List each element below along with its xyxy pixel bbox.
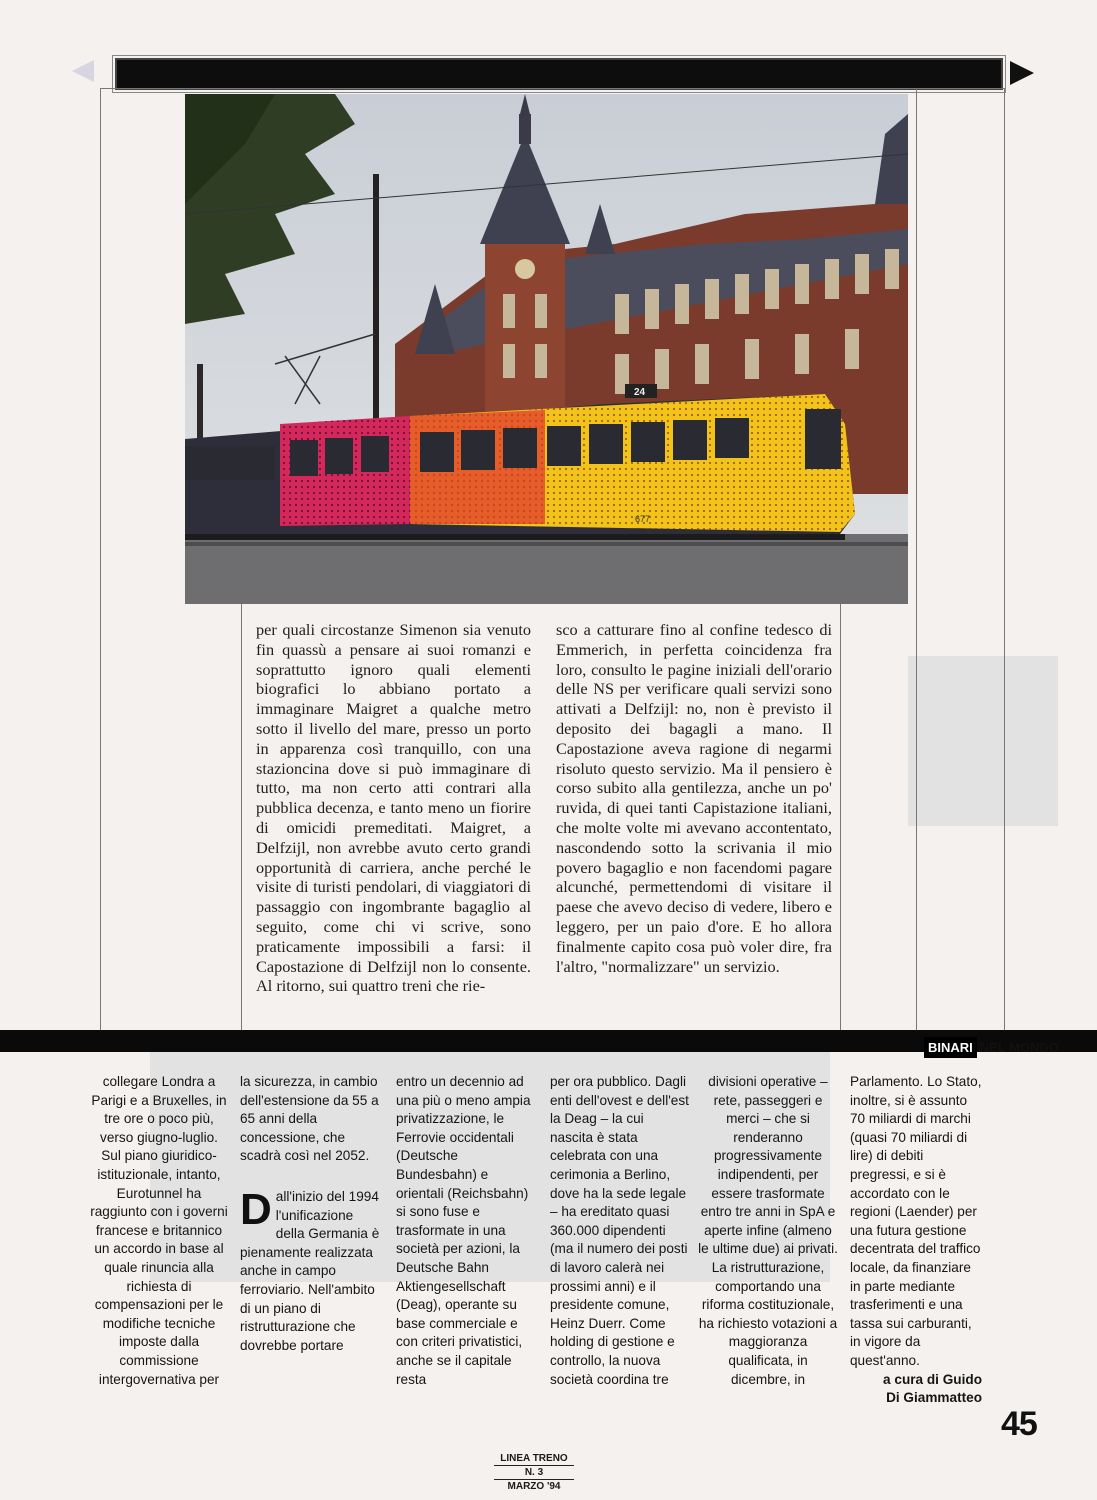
- tram-station-illustration: [185, 94, 908, 604]
- frame-rule-top: [100, 88, 1005, 89]
- news-column-3: entro un decennio ad una più o meno ampia privatizzazione, le Ferrovie occidentali (Deutsche Bundesbahn) e orientali (Reichsbahn) si sono fuse e trasformate in una società per azioni, la Deutsche Bahn Aktiengesellschaft (Deag), operante su base commerciale e con criteri privatistici, anche se il capitale resta: [396, 1074, 531, 1387]
- frame-rule-left: [100, 88, 101, 1032]
- section-label-binari: BINARI: [924, 1037, 977, 1058]
- arrow-right-icon: [1010, 61, 1034, 85]
- news-column-1: collegare Londra a Parigi e a Bruxelles, in tre ore o poco più, verso giugno-luglio. Sul piano giuridico-istituzionale, intanto, Eurotunnel ha raggiunto con i governi francese e britannico un accordo in base al quale rinuncia alla richiesta di compensazioni per le modifiche tecniche imposte dalla commissione intergovernativa per: [90, 1074, 228, 1387]
- article-column-1: per quali circostanze Simenon sia venuto fin quassù a pensare ai suoi romanzi e soprattutto ignoro quali elementi biografici lo abbiano portato a immaginare Maigret a qualche metro sotto il livello del mare, presso un porto in apparenza così tranquillo, con una stazioncina dove si può immaginare di tutto, ma non certo atti contrari alla pubblica decenza, e tanto meno un fiorire di omicidi premeditati. Maigret, a Delfzijl, non avrebbe avuto certo grandi opportunità di carriera, anche perché le visite di turisti pendolari, di viaggiatori di passaggio con ingombrante bagaglio al seguito, come chi vi scrive, sono praticamente impossibili a farsi: il Capostazione di Delfzijl non lo consente. Al ritorno, sui quattro treni che rie-: [256, 620, 531, 996]
- svg-text:677: 677: [635, 514, 651, 524]
- news-column-2: la sicurezza, in cambio dell'estensione da 55 a 65 anni della concessione, che scadrà così nel 2052. Dall'inizio del 1994 l'unificazione della Germania è pienamente realizzata anche in campo ferroviario. Nell'ambito di un piano di ristrutturazione che dovrebbe portare: [240, 1074, 380, 1353]
- arrow-left-icon: [72, 60, 94, 82]
- tram-photo: [185, 94, 908, 604]
- article-column-2: sco a catturare fino al confine tedesco di Emmerich, in perfetta coincidenza fra loro, consulto le pagine iniziali dell'orario delle NS per verificare quali servizi sono attivati a Delfzijl: no, non è previsto il deposito dei bagagli a mano. Il Capostazione aveva ragione di negarmi risoluto questo servizio. Ma il pensiero è corso subito alla gentilezza, anche un po' ruvida, di quei tanti Capistazione italiani, che molte volte mi avevano accontentato, nascondendo sotto la scrivania il mio povero bagaglio e non facendomi pagare alcunché, permettendomi di visitare il paese che avevo deciso di vedere, libero e leggero, per un paio d'ore. E ho allora finalmente capito cosa può voler dire, fra l'altro, "normalizzare" un servizio.: [556, 620, 832, 976]
- section-label-mondo: NEL MONDO: [979, 1040, 1059, 1055]
- svg-text:24: 24: [634, 387, 646, 398]
- frame-rule-outer-right: [1004, 88, 1005, 1032]
- footer-title: LINEA TRENO: [500, 1453, 568, 1464]
- magazine-footer: [494, 1452, 574, 1493]
- footer-issue: N. 3: [494, 1465, 574, 1479]
- frame-rule-inner-left: [241, 604, 242, 1032]
- page-number: 45: [1001, 1405, 1037, 1443]
- frame-rule-right: [916, 88, 917, 1032]
- dropcap: D: [240, 1184, 272, 1234]
- news-column-6: Parlamento. Lo Stato, inoltre, si è assunto 70 miliardi di marchi (quasi 70 miliardi di lire) di debiti pregressi, e si è accordato con le regioni (Laender) per una futura gestione decentrata del traffico locale, da finanziare in parte mediante trasferimenti e una tassa sui carburanti, in vigore da quest'anno. a cura di Guido Di Giammatteo: [850, 1073, 982, 1408]
- section-label: [924, 1037, 1097, 1058]
- header-bar: [115, 58, 1003, 90]
- frame-rule-inner-right: [840, 604, 841, 1032]
- author-credit-line1: a cura di Guido: [883, 1371, 982, 1387]
- show-through-right: [908, 656, 1058, 826]
- footer-date: MARZO '94: [494, 1479, 574, 1493]
- news-column-4: per ora pubblico. Dagli enti dell'ovest e dell'est la Deag – la cui nascita è stata celebrata con una cerimonia a Berlino, dove ha la sede legale – ha ereditato quasi 360.000 dipendenti (ma il numero dei posti di lavoro calerà nei prossimi anni) e il presidente comune, Heinz Duerr. Come holding di gestione e controllo, la nuova società coordina tre: [550, 1074, 689, 1387]
- news-column-5: divisioni operative – rete, passeggeri e merci – che si renderanno progressivamente indipendenti, per essere trasformate entro tre anni in SpA e aperte infine (almeno le ultime due) ai privati. La ristrutturazione, comportando una riforma costituzionale, ha richiesto votazioni a maggioranza qualificata, in dicembre, in: [698, 1074, 838, 1387]
- author-credit-line2: Di Giammatteo: [886, 1390, 982, 1406]
